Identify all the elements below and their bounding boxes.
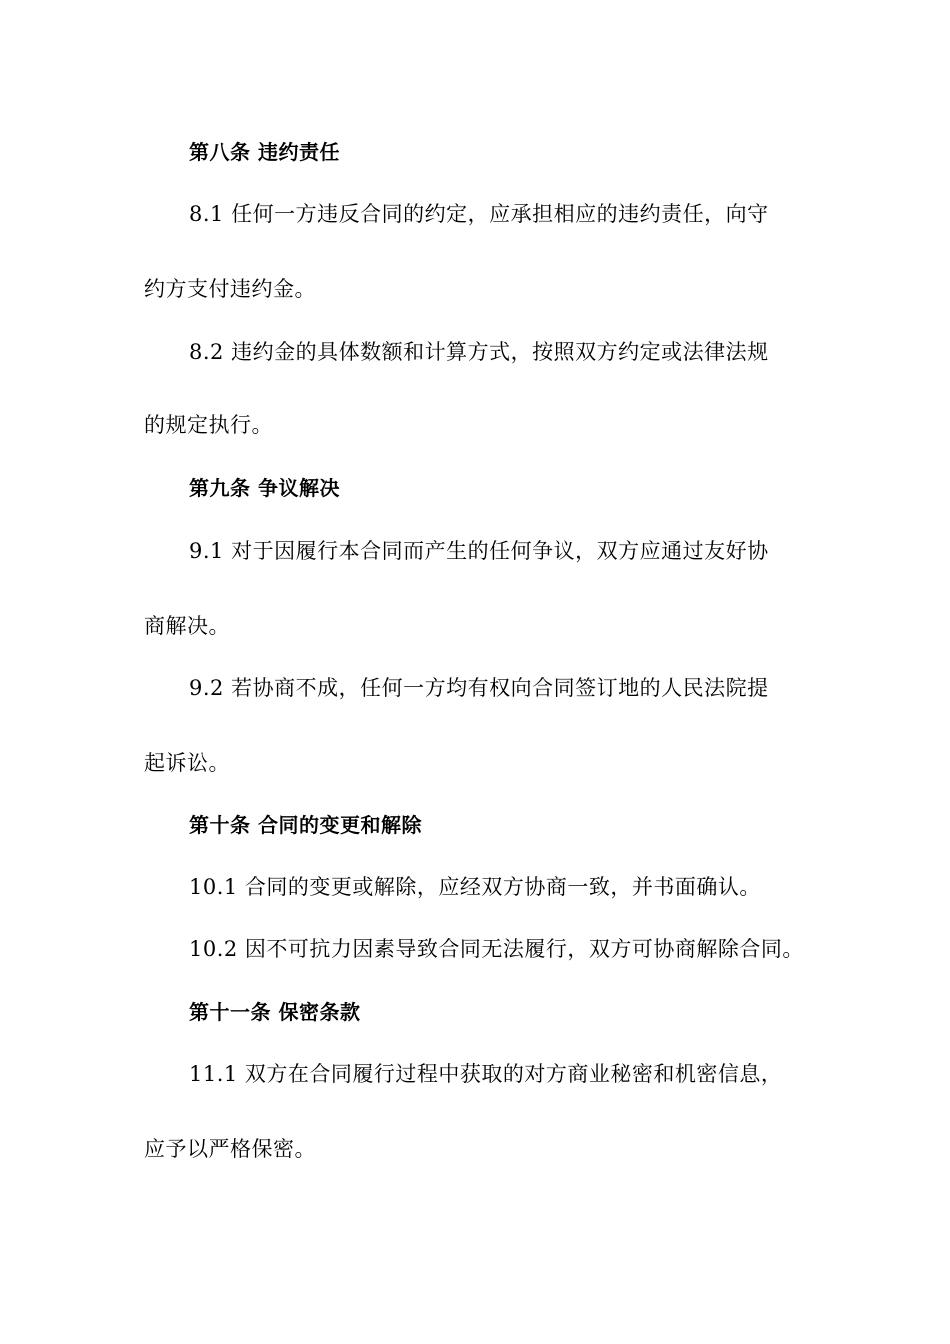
clause-9-2-line-2: 起诉讼。 [144, 751, 230, 775]
article-10-heading: 第十条 合同的变更和解除 [189, 813, 422, 837]
clause-11-1-line-1: 11.1 双方在合同履行过程中获取的对方商业秘密和机密信息， [189, 1062, 783, 1086]
clause-9-1-line-2: 商解决。 [144, 614, 230, 638]
clause-10-1: 10.1 合同的变更或解除，应经双方协商一致，并书面确认。 [189, 875, 761, 899]
clause-11-1-line-2: 应予以严格保密。 [144, 1137, 316, 1161]
clause-8-2-line-1: 8.2 违约金的具体数额和计算方式，按照双方约定或法律法规 [189, 340, 769, 364]
clause-9-1-line-1: 9.1 对于因履行本合同而产生的任何争议，双方应通过友好协 [189, 539, 769, 563]
article-9-heading: 第九条 争议解决 [189, 476, 340, 500]
clause-8-1-line-2: 约方支付违约金。 [144, 277, 316, 301]
article-8-heading: 第八条 违约责任 [189, 140, 340, 164]
article-11-heading: 第十一条 保密条款 [189, 1000, 361, 1024]
clause-10-2: 10.2 因不可抗力因素导致合同无法履行，双方可协商解除合同。 [189, 937, 804, 961]
clause-8-2-line-2: 的规定执行。 [144, 413, 273, 437]
clause-8-1-line-1: 8.1 任何一方违反合同的约定，应承担相应的违约责任，向守 [189, 202, 769, 226]
clause-9-2-line-1: 9.2 若协商不成，任何一方均有权向合同签订地的人民法院提 [189, 676, 769, 700]
